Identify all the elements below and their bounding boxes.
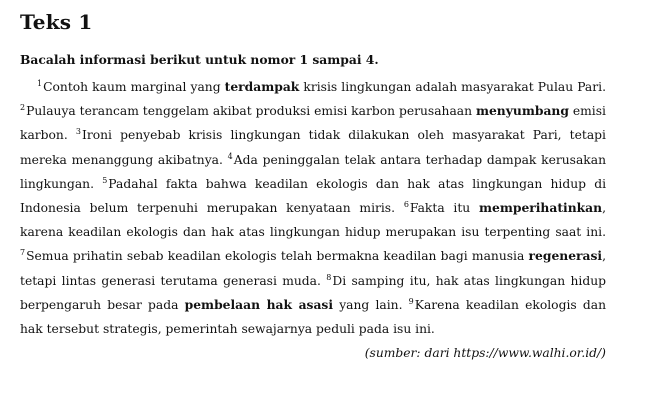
source-citation: (sumber: dari https://www.walhi.or.id/): [364, 346, 606, 361]
bold-term: pembelaan hak asasi: [184, 296, 334, 312]
sentence-text: , tetapi lintas generasi terutama generasi muda.: [20, 249, 606, 288]
sentence-text: krisis lingkungan adalah masyarakat Pulau Pari.: [299, 80, 606, 94]
sentence-text: Karena keadilan ekologis dan hak tersebut strategis, pemerintah sewajarnya peduli pada isu ini.: [20, 297, 606, 337]
sentence-number: 1: [37, 79, 43, 88]
bold-term: memperihatinkan: [479, 200, 603, 216]
sentence-number: 4: [227, 151, 233, 161]
sentence-1: [37, 80, 606, 94]
sentence-text: emisi karbon.: [20, 104, 606, 143]
sentence-text: Semua prihatin sebab keadilan ekologis telah bermakna keadilan bagi manusia: [26, 249, 529, 264]
sentence-text: Fakta itu: [409, 201, 480, 216]
document-page: [20, 8, 606, 364]
sentence-text: Padahal fakta bahwa keadilan ekologis dan hak atas lingkungan hidup di Indonesia belum terpenuhi merupakan kenyataan miris.: [20, 176, 606, 216]
bold-term: terdampak: [224, 79, 300, 94]
sentence-number: 7: [20, 248, 26, 258]
sentence-text: , karena keadilan ekologis dan hak atas lingkungan hidup merupakan isu terpenting saat ini.: [20, 201, 606, 240]
sentence-number: 6: [403, 200, 409, 210]
sentence-text: Di samping itu, hak atas lingkungan hidup berpengaruh besar pada: [20, 273, 606, 312]
sentence-text: Ada peninggalan telak antara terhadap dampak kerusakan lingkungan.: [20, 152, 606, 191]
sentence-number: 9: [408, 296, 414, 306]
passage-paragraph: [20, 75, 606, 341]
bold-term: menyumbang: [475, 103, 569, 119]
bold-term: regenerasi: [528, 248, 603, 264]
sentence-text: yang lain.: [333, 297, 409, 312]
instruction-text: Bacalah informasi berikut untuk nomor 1 sampai 4.: [20, 52, 379, 67]
sentence-number: 2: [20, 103, 26, 113]
sentence-text: Contoh kaum marginal yang: [43, 80, 225, 94]
sentence-number: 8: [326, 272, 332, 282]
sentence-text: Ironi penyebab krisis lingkungan tidak dilakukan oleh masyarakat Pari, tetapi mereka menanggung akibatnya.: [20, 128, 606, 167]
sentence-number: 3: [75, 127, 81, 137]
sentence-number: 5: [102, 175, 108, 185]
sentence-text: Pulauya terancam tenggelam akibat produksi emisi karbon perusahaan: [26, 104, 476, 119]
text-heading: Teks 1: [20, 10, 93, 34]
